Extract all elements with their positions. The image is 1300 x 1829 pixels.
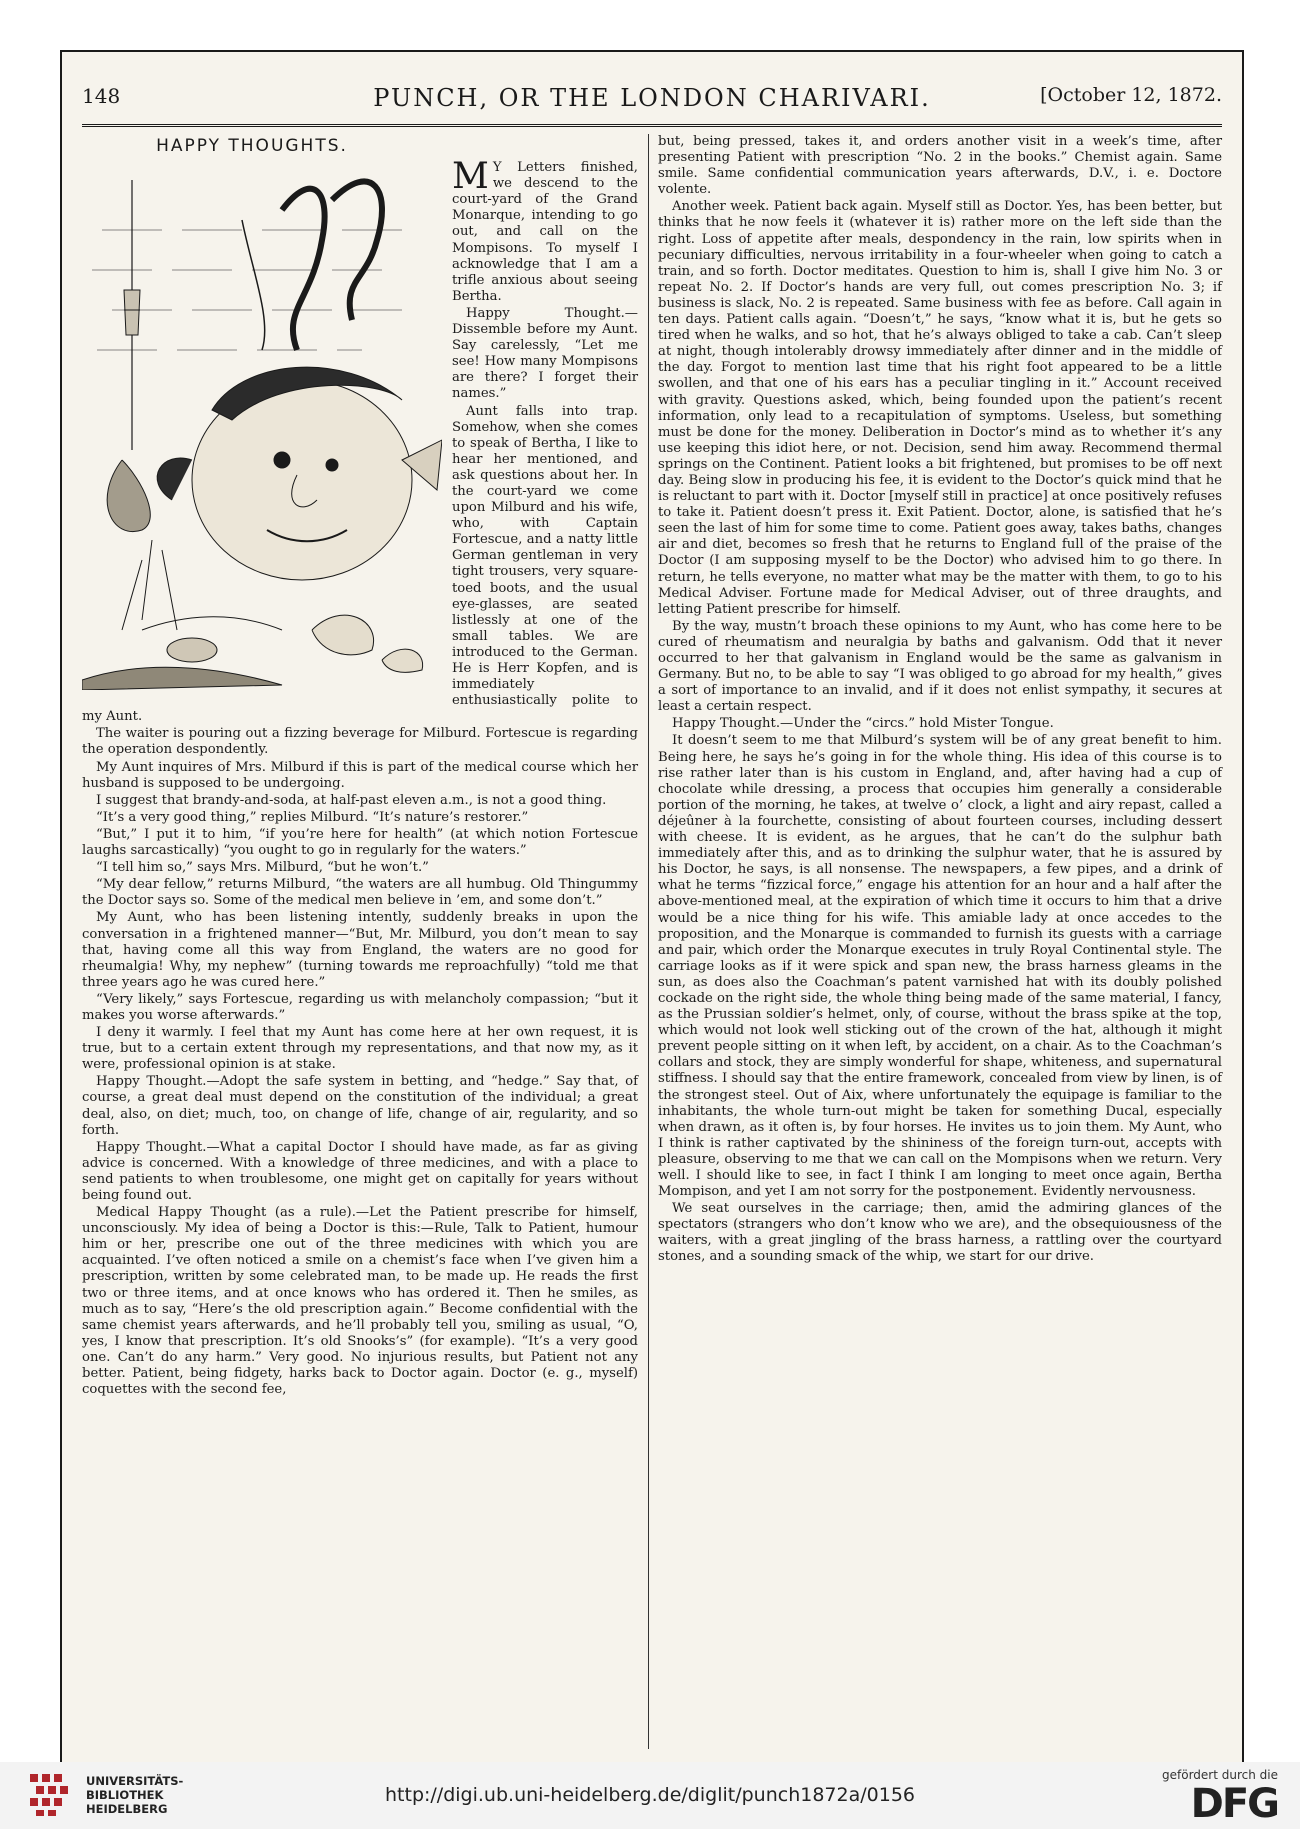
paragraph: My Aunt, who has been listening intently, suddenly breaks in upon the conversation in a frightened manner—“But, Mr. Milburd, you don’t mean to say that, having come all this way from England, the waters are no good for rheumalgia! Why, my nephew” (turning towards me reproachfully) “told me that three years ago he was cured here.”: [82, 910, 638, 990]
paragraph: “Very likely,” says Fortescue, regarding us with melancholy compassion; “but it makes you worse afterwards.”: [82, 991, 638, 1023]
paragraph: We seat ourselves in the carriage; then, amid the admiring glances of the spectators (strangers who don’t know who we are), and the obsequiousness of the waiters, with a great jingling of the brass harness, a rattling over the courtyard stones, and a sounding smack of the whip, we start for our drive.: [658, 1201, 1222, 1265]
paragraph: Happy Thought.—Dissemble before my Aunt. Say carelessly, “Let me see! How many Mompisons are there? I forget their names.”: [452, 305, 638, 402]
newspaper-page: [60, 50, 1244, 1764]
column-divider: [648, 134, 649, 1749]
paragraph: Aunt falls into trap. Somehow, when she comes to speak of Bertha, I like to hear her mentioned, and ask questions about her. In the court-yard we come upon Milburd and his wife, who, with Captain Fortescue, and a natty little German gentleman in very tight trousers, very square-toed boots, and the usual eye-glasses, are seated listlessly at one of the small tables. We are introduced to the German. He is Herr Kopfen, and is immediately enthusiastically polite to my Aunt.: [82, 403, 638, 725]
issue-date: [October 12, 1872.: [1040, 84, 1222, 106]
paragraph: “My dear fellow,” returns Milburd, “the waters are all humbug. Old Thingummy the Doctor says so. Some of the medical men believe in ’em, and some don’t.”: [82, 877, 638, 909]
running-title: PUNCH, OR THE LONDON CHARIVARI.: [373, 84, 931, 112]
paragraph: I suggest that brandy-and-soda, at half-past eleven a.m., is not a good thing.: [96, 792, 607, 808]
permalink-url[interactable]: http://digi.ub.uni-heidelberg.de/diglit/punch1872a/0156: [385, 1784, 915, 1806]
left-column: [82, 134, 638, 1399]
paragraph: Happy Thought.—Under the “circs.” hold Mister Tongue.: [672, 716, 1054, 732]
fish-face-caricature-illustration: [82, 160, 442, 690]
paragraph: but, being pressed, takes it, and orders another visit in a week’s time, after presenting Patient with prescription “No. 2 in the books.” Chemist again. Same smile. Same confidential communication years afterwards, D.V., i. e. Doctore volente.: [658, 134, 1222, 198]
dfg-logo: DFG: [1190, 1781, 1278, 1827]
header-rule: [82, 124, 1222, 127]
paragraph: Y Letters finished, we descend to the court-yard of the Grand Monarque, intending to go out, and call on the Mompisons. To myself I acknowledge that I am a trifle anxious about seeing Bertha.: [452, 160, 638, 304]
paragraph: Happy Thought.—What a capital Doctor I should have made, as far as giving advice is concerned. With a knowledge of three medicines, and with a place to send patients to when troublesome, one might get on capitally for years without being found out.: [82, 1139, 638, 1203]
funded-by-label: gefördert durch die: [1162, 1768, 1278, 1782]
paragraph: Happy Thought.—Adopt the safe system in betting, and “hedge.” Say that, of course, a great deal must depend on the constitution of the individual; a great deal, also, on diet; much, too, on change of life, change of air, regularity, and so forth.: [82, 1074, 638, 1138]
page-number: 148: [82, 84, 121, 108]
paragraph: I deny it warmly. I feel that my Aunt has come here at her own request, it is true, but to a certain extent through my representations, and that now my, as it were, professional opinion is at stake.: [82, 1025, 638, 1073]
paragraph: My Aunt inquires of Mrs. Milburd if this is part of the medical course which her husband is supposed to be undergoing.: [82, 759, 638, 791]
right-column: [658, 134, 1222, 1267]
page-header: [82, 84, 1222, 124]
drop-cap: M: [452, 156, 489, 198]
paragraph: It doesn’t seem to me that Milburd’s system will be of any great benefit to him. Being here, he says he’s going in for the whole thing. His idea of this course is to rise rather later than is his custom in England, and, after having had a cup of chocolate while dressing, a process that occupies him generally a considerable portion of the morning, he takes, at twelve o’ clock, a light and airy repast, called a déjeûner à la fourchette, consisting of about fourteen courses, including dessert with cheese. It is evident, as he argues, that he can’t do the sulphur bath immediately after this, and as to drinking the sulphur water, that he is assured by his Doctor, he says, is all nonsense. The newspapers, a few pipes, and a drink of what he terms “fizzical force,” engage his attention for an hour and a half after the above-mentioned meal, at the expiration of which time it occurs to him that a drive would be a nice thing for his wife. This amiable lady at once accedes to the proposition, and the Monarque is commanded to furnish its guests with a carriage and pair, which order the Monarque executes in truly Royal Continental style. The carriage looks as if it were spick and span new, the brass harness gleams in the sun, as does also the Coachman’s patent varnished hat with its doubly polished cockade on the right side, the whole thing being made of the same material, I fancy, as the Prussian soldier’s helmet, only, of course, without the brass spike at the top, which would not look well sticking out of the crown of the hat, although it might prevent people sitting on it when left, by accident, on a chair. As to the Coachman’s collars and stock, they are simply wonderful for shape, whiteness, and supernatural stiffness. I should say that the entire framework, concealed from view by linen, is of the strongest steel. Out of Aix, where unfortunately the equipage is familiar to the inhabitants, the whole turn-out might be taken for something Ducal, especially when drawn, as it often is, by four horses. He invites us to join them. My Aunt, who I think is rather captivated by the shininess of the foreign turn-out, accepts with pleasure, observing to me that we can call on the Mompisons when we return. Very well. I should like to see, in fact I think I am longing to meet once again, Bertha Mompison, and yet I am not sorry for the postponement. Evidently nervousness.: [658, 733, 1222, 1200]
paragraph: By the way, mustn’t broach these opinions to my Aunt, who has come here to be cured of rheumatism and neuralgia by baths and galvanism. Odd that it never occurred to her that galvanism in England would be the same as galvanism in Germany. But no, to be able to say “I was obliged to go abroad for my health,” gives a sort of importance to an invalid, and if it does not enlist sympathy, it secures at least a certain respect.: [658, 618, 1222, 715]
viewer-footer: [0, 1762, 1300, 1829]
section-title: HAPPY THOUGHTS.: [156, 136, 348, 156]
paragraph: Medical Happy Thought (as a rule).—Let the Patient prescribe for himself, unconsciously. My idea of being a Doctor is this:—Rule, Talk to Patient, humour him or her, prescribe one out of the three medicines with which you are acquainted. I’ve often noticed a smile on a chemist’s face when I’ve given him a prescription, written by some celebrated man, to be made up. He reads the first two or three items, and at once knows who has ordered it. Then he smiles, as much as to say, “Here’s the old prescription again.” Become confidential with the same chemist years afterwards, and he’ll probably tell you, smiling as usual, “O, yes, I know that prescription. It’s old Snooks’s” (for example). “It’s a very good one. Can’t do any harm.” Very good. No injurious results, but Patient not any better. Patient, being fidgety, harks back to Doctor again. Doctor (e. g., myself) coquettes with the second fee,: [82, 1205, 638, 1398]
paragraph: “It’s a very good thing,” replies Milburd. “It’s nature’s restorer.”: [96, 809, 529, 825]
paragraph: “But,” I put it to him, “if you’re here for health” (at which notion Fortescue laughs sarcastically) “you ought to go in regularly for the waters.”: [82, 826, 638, 859]
paragraph: The waiter is pouring out a fizzing beverage for Milburd. Fortescue is regarding the operation despondently.: [82, 726, 638, 758]
paragraph: “I tell him so,” says Mrs. Milburd, “but he won’t.”: [96, 860, 429, 876]
library-name: UNIVERSITÄTS- BIBLIOTHEK HEIDELBERG: [86, 1774, 184, 1816]
paragraph: Another week. Patient back again. Myself still as Doctor. Yes, has been better, but thinks that he now feels it (whatever it is) rather more on the left side than the right. Loss of appetite after meals, despondency in the rain, low spirits when in pecuniary difficulties, nervous irritability in a four-wheeler when going to catch a train, and so forth. Doctor meditates. Question to him is, shall I give him No. 3 or repeat No. 2. If Doctor’s hands are very full, out comes prescription No. 3; if business is slack, No. 2 is repeated. Same business with fee as before. Call again in ten days. Patient calls again. “Doesn’t,” he says, “know what it is, but he gets so tired when he walks, and so hot, that he’s always obliged to take a cab. Can’t sleep at night, though intolerably drowsy immediately after dinner and in the middle of the day. Forgot to mention last time that his right foot appeared to be a little swollen, and that one of his ears has a peculiar tingling in it.” Account received with gravity. Questions asked, which, being founded upon the patient’s recent information, only lead to a recapitulation of symptoms. Useless, but something must be done for the money. Deliberation in Doctor’s mind as to whether it’s any use keeping this idiot here, or not. Decision, send him away. Recommend thermal springs on the Continent. Patient looks a bit frightened, but promises to be off next day. Being slow in producing his fee, it is evident to the Doctor’s quick mind that he is reluctant to part with it. Doctor [myself still in practice] at once positively refuses to take it. Patient doesn’t press it. Exit Patient. Doctor, alone, is satisfied that he’s seen the last of him for some time to come. Patient goes away, takes baths, changes air and diet, becomes so fresh that he returns to England full of the praise of the Doctor (I am supposing myself to be the Doctor) who advised him to go there. In return, he tells everyone, no matter what may be the matter with them, to go to his Medical Adviser. Fortune made for Medical Adviser, out of three draughts, and letting Patient prescribe for himself.: [658, 199, 1222, 617]
